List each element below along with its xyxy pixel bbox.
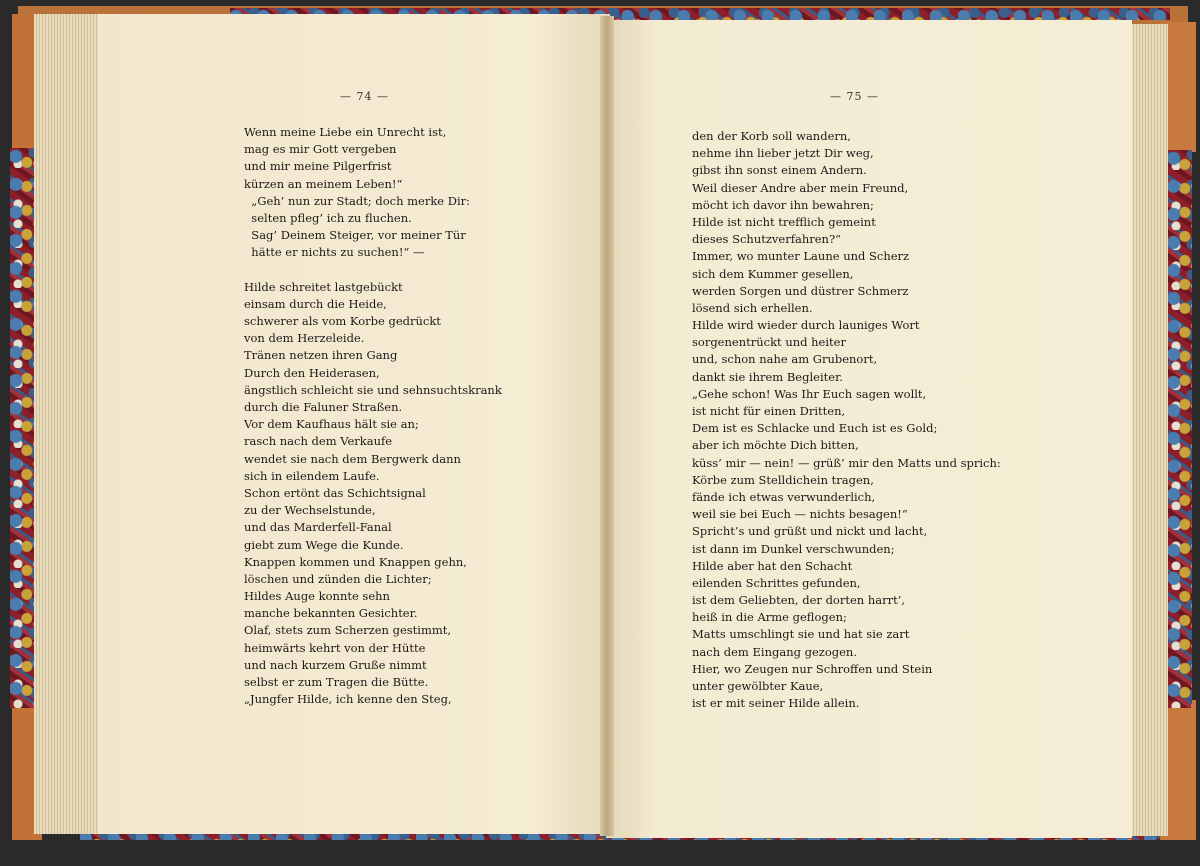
right-page-text xyxy=(692,128,1001,712)
poem-line: Tränen netzen ihren Gang xyxy=(244,348,398,363)
book-gutter xyxy=(600,16,614,836)
poem-line: Hilde wird wieder durch launiges Wort xyxy=(692,318,920,333)
poem-line: selten pfleg’ ich zu fluchen. xyxy=(244,210,412,225)
poem-line: ängstlich schleicht sie und sehnsuchtskrank xyxy=(244,382,502,397)
poem-line: von dem Herzeleide. xyxy=(244,331,365,346)
poem-line: dieses Schutzverfahren?“ xyxy=(692,232,841,247)
poem-line: ist nicht für einen Dritten, xyxy=(692,404,846,418)
page-stack-right xyxy=(1128,24,1168,836)
poem-line: Dem ist es Schlacke und Euch ist es Gold; xyxy=(692,421,938,436)
poem-line: wendet sie nach dem Bergwerk dann xyxy=(244,451,461,466)
poem-line: heiß in die Arme geflogen; xyxy=(692,610,847,625)
poem-line: sorgenentrückt und heiter xyxy=(692,335,846,350)
poem-line: Spricht’s und grüßt und nickt und lacht, xyxy=(692,524,928,539)
poem-line: weil sie bei Euch — nichts besagen!“ xyxy=(692,507,908,522)
poem-line: unter gewölbter Kaue, xyxy=(692,679,824,693)
poem-line: selbst er zum Tragen die Bütte. xyxy=(244,675,429,689)
poem-line: Immer, wo munter Laune und Scherz xyxy=(692,249,910,264)
poem-line: Knappen kommen und Knappen gehn, xyxy=(244,554,467,569)
poem-line: und nach kurzem Gruße nimmt xyxy=(244,657,427,672)
poem-line: und, schon nahe am Grubenort, xyxy=(692,352,878,367)
poem-line: fände ich etwas verwunderlich, xyxy=(692,489,876,504)
poem-line: werden Sorgen und düstrer Schmerz xyxy=(692,283,909,298)
poem-line: schwerer als vom Korbe gedrückt xyxy=(244,314,441,329)
poem-line: durch die Faluner Straßen. xyxy=(244,400,403,414)
poem-line: Hildes Auge konnte sehn xyxy=(244,589,390,604)
poem-line: eilenden Schrittes gefunden, xyxy=(692,575,861,590)
poem-line: möcht ich davor ihn bewahren; xyxy=(692,197,874,212)
poem-line: nach dem Eingang gezogen. xyxy=(692,644,857,659)
poem-line: und mir meine Pilgerfrist xyxy=(244,159,392,174)
poem-line: lösend sich erhellen. xyxy=(692,300,813,315)
poem-line: Olaf, stets zum Scherzen gestimmt, xyxy=(244,623,452,638)
page-stack-left xyxy=(34,14,104,834)
poem-line: dankt sie ihrem Begleiter. xyxy=(692,369,843,384)
poem-line: hätte er nichts zu suchen!“ — xyxy=(244,245,425,260)
poem-line: den der Korb soll wandern, xyxy=(692,129,851,143)
poem-line: küss’ mir — nein! — grüß’ mir den Matts und sprich: xyxy=(692,455,1001,470)
poem-line: Weil dieser Andre aber mein Freund, xyxy=(692,180,909,195)
poem-line: sich dem Kummer gesellen, xyxy=(692,266,854,281)
poem-line: sich in eilendem Laufe. xyxy=(244,468,380,483)
poem-line: löschen und zünden die Lichter; xyxy=(244,571,432,586)
poem-line: nehme ihn lieber jetzt Dir weg, xyxy=(692,146,874,161)
poem-line: Vor dem Kaufhaus hält sie an; xyxy=(244,417,419,432)
poem-line: manche bekannten Gesichter. xyxy=(244,606,418,621)
poem-line: „Geh’ nun zur Stadt; doch merke Dir: xyxy=(244,193,471,208)
poem-line: Matts umschlingt sie und hat sie zart xyxy=(692,627,910,642)
poem-line: Hilde schreitet lastgebückt xyxy=(244,279,403,294)
poem-line: mag es mir Gott vergeben xyxy=(244,142,397,157)
poem-line: Wenn meine Liebe ein Unrecht ist, xyxy=(244,125,447,139)
poem-line: Schon ertönt das Schichtsignal xyxy=(244,485,426,500)
poem-line: Durch den Heiderasen, xyxy=(244,365,380,380)
poem-line: ist dem Geliebten, der dorten harrt’, xyxy=(692,593,906,608)
poem-line: ist dann im Dunkel verschwunden; xyxy=(692,541,895,556)
poem-line: Körbe zum Stelldichein tragen, xyxy=(692,472,874,487)
poem-line: „Gehe schon! Was Ihr Euch sagen wollt, xyxy=(692,386,927,401)
marbled-edge-right xyxy=(1168,150,1192,708)
poem-line: rasch nach dem Verkaufe xyxy=(244,434,393,449)
poem-line: Sag’ Deinem Steiger, vor meiner Tür xyxy=(244,228,466,243)
poem-line: Hilde aber hat den Schacht xyxy=(692,558,853,573)
poem-line: Hilde ist nicht trefflich gemeint xyxy=(692,214,876,229)
poem-line: gibst ihn sonst einem Andern. xyxy=(692,163,867,178)
left-page-number: — 74 — xyxy=(340,90,389,103)
poem-line: zu der Wechselstunde, xyxy=(244,503,376,518)
poem-line: „Jungfer Hilde, ich kenne den Steg, xyxy=(244,692,452,707)
poem-line: ist er mit seiner Hilde allein. xyxy=(692,696,860,711)
poem-line: aber ich möchte Dich bitten, xyxy=(692,438,859,453)
poem-line xyxy=(244,262,502,279)
poem-line: einsam durch die Heide, xyxy=(244,296,387,311)
poem-line: und das Marderfell-Fanal xyxy=(244,520,392,535)
poem-line: heimwärts kehrt von der Hütte xyxy=(244,640,426,655)
left-page-text xyxy=(244,124,502,708)
poem-line: kürzen an meinem Leben!“ xyxy=(244,176,403,191)
poem-line: giebt zum Wege die Kunde. xyxy=(244,537,404,552)
right-page-number: — 75 — xyxy=(830,90,879,103)
poem-line: Hier, wo Zeugen nur Schroffen und Stein xyxy=(692,661,933,676)
